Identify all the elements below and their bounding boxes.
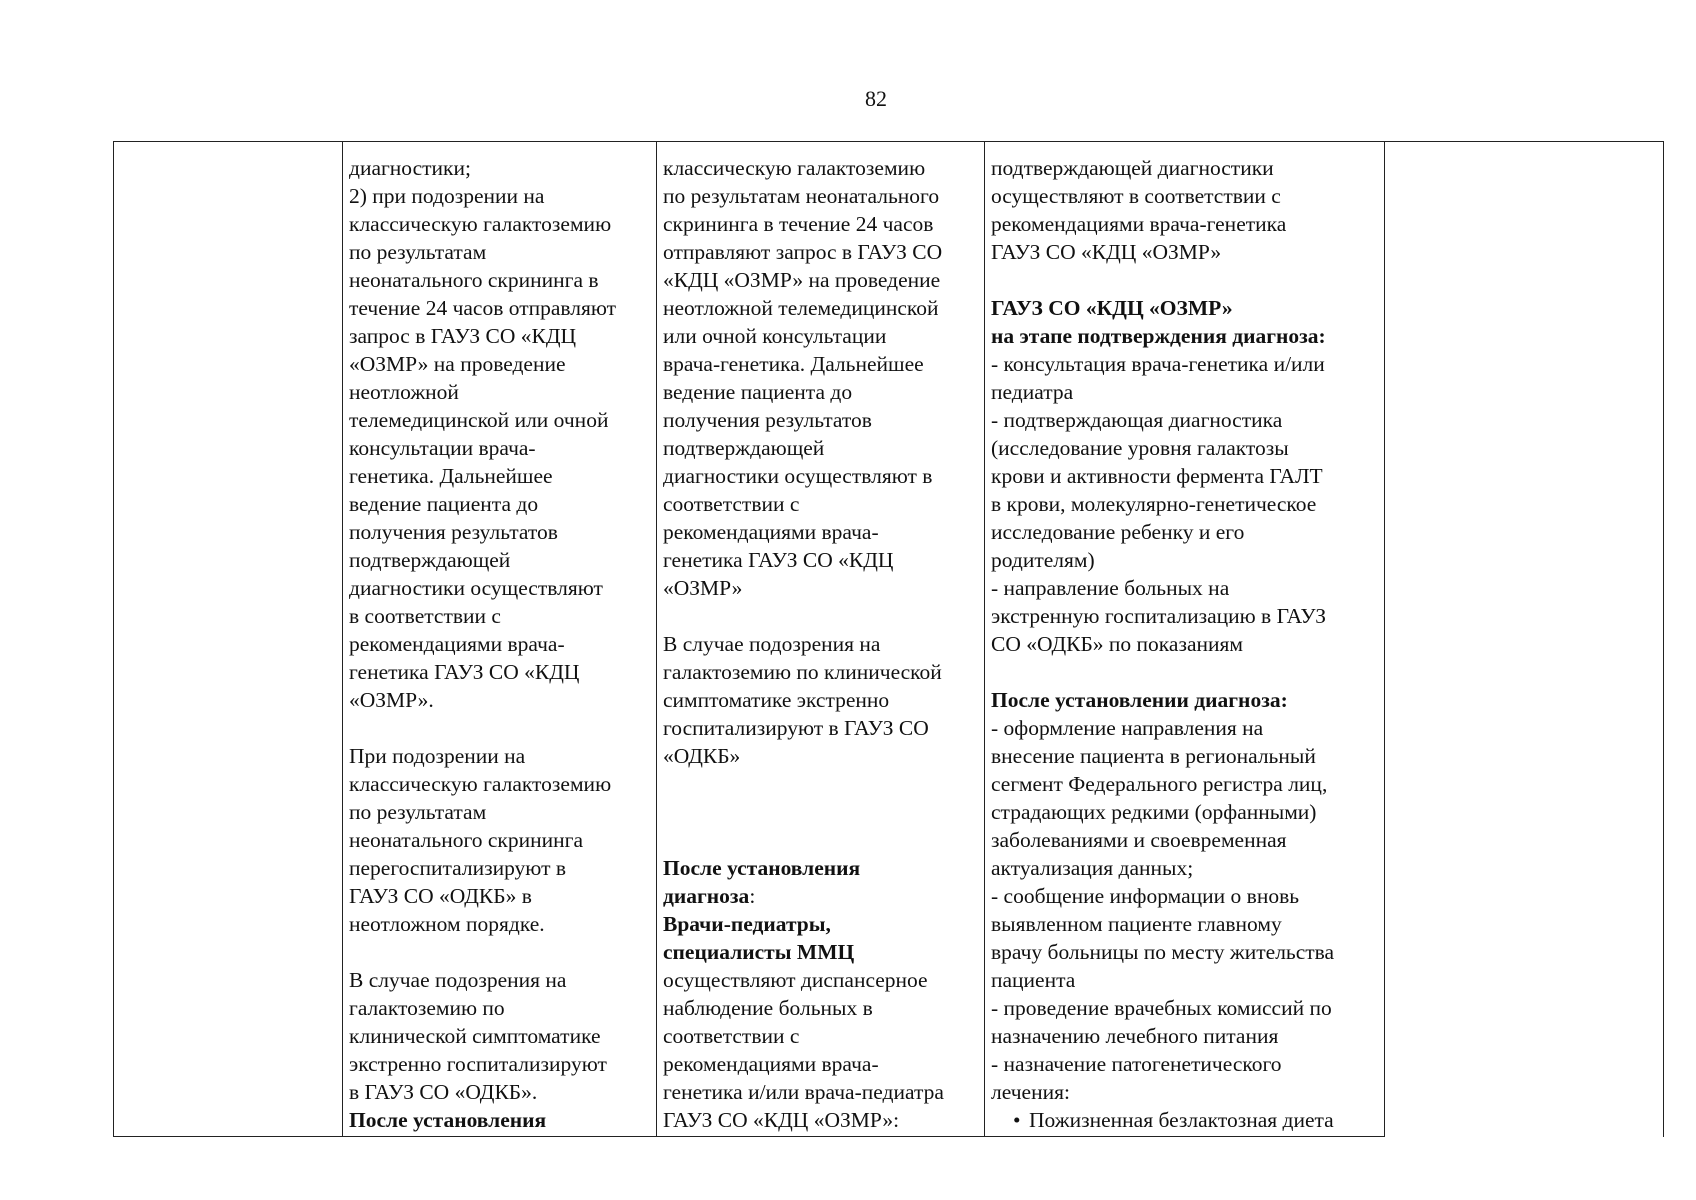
text-line xyxy=(991,854,1378,882)
line-text: - проведение врачебных комиссий по xyxy=(991,996,1332,1020)
line-text: скрининга в течение 24 часов xyxy=(663,212,934,236)
text-line xyxy=(663,182,978,210)
table-cell-col3 xyxy=(657,142,985,1137)
bold-text-line xyxy=(991,686,1378,714)
line-text: диагностики осуществляют xyxy=(349,576,603,600)
line-text: заболеваниями и своевременная xyxy=(991,828,1287,852)
blank-line xyxy=(663,602,978,630)
line-text: «ОЗМР» xyxy=(663,576,743,600)
line-text: неотложной xyxy=(349,380,459,404)
line-text: пациента xyxy=(991,968,1076,992)
blank-line xyxy=(663,798,978,826)
line-text: запрос в ГАУЗ СО «КДЦ xyxy=(349,324,577,348)
text-line xyxy=(663,518,978,546)
text-line xyxy=(349,490,650,518)
line-text: в ГАУЗ СО «ОДКБ». xyxy=(349,1080,538,1104)
bold-text-line xyxy=(663,854,978,882)
text-line xyxy=(991,154,1378,182)
line-text: подтверждающей xyxy=(663,436,825,460)
text-line xyxy=(663,434,978,462)
line-text: После установлении диагноза: xyxy=(991,688,1288,712)
text-line xyxy=(991,770,1378,798)
line-text: галактоземию по xyxy=(349,996,505,1020)
text-line xyxy=(663,210,978,238)
text-line xyxy=(991,826,1378,854)
line-text: - сообщение информации о вновь xyxy=(991,884,1300,908)
line-text: - назначение патогенетического xyxy=(991,1052,1282,1076)
text-line xyxy=(991,518,1378,546)
text-line xyxy=(349,742,650,770)
table-cell-col5 xyxy=(1385,142,1664,1137)
text-line xyxy=(349,910,650,938)
line-text: классическую галактоземию xyxy=(349,772,612,796)
line-text: актуализация данных; xyxy=(991,856,1194,880)
line-text: назначению лечебного питания xyxy=(991,1024,1279,1048)
line-text: экстренную госпитализацию в ГАУЗ xyxy=(991,604,1327,628)
line-text: соответствии с xyxy=(663,492,800,516)
line-text: специалисты ММЦ xyxy=(663,940,855,964)
text-line xyxy=(349,518,650,546)
line-suffix: : xyxy=(749,884,756,908)
text-line xyxy=(663,714,978,742)
text-line xyxy=(349,1022,650,1050)
line-text: ведение пациента до xyxy=(349,492,539,516)
line-text: СО «ОДКБ» по показаниям xyxy=(991,632,1244,656)
text-line xyxy=(663,742,978,770)
text-line xyxy=(991,406,1378,434)
line-text: классическую галактоземию xyxy=(349,212,612,236)
text-line xyxy=(349,182,650,210)
blank-line xyxy=(991,658,1378,686)
table-cell-col1 xyxy=(114,142,343,1137)
line-text: сегмент Федерального регистра лиц, xyxy=(991,772,1328,796)
text-line xyxy=(663,966,978,994)
line-text: ГАУЗ СО «ОДКБ» в xyxy=(349,884,532,908)
line-text: генетика ГАУЗ СО «КДЦ xyxy=(349,660,580,684)
table-cell-col4 xyxy=(985,142,1385,1137)
line-text: родителям) xyxy=(991,548,1095,572)
line-text: подтверждающей диагностики xyxy=(991,156,1274,180)
text-line xyxy=(991,210,1378,238)
text-line xyxy=(663,294,978,322)
text-line xyxy=(991,630,1378,658)
line-text: «ОЗМР» на проведение xyxy=(349,352,566,376)
text-line xyxy=(349,210,650,238)
line-text: - консультация врача-генетика и/или xyxy=(991,352,1325,376)
line-text: рекомендациями врача- xyxy=(663,1052,879,1076)
line-text: неотложном порядке. xyxy=(349,912,545,936)
text-line xyxy=(349,294,650,322)
text-line xyxy=(991,378,1378,406)
text-line xyxy=(349,686,650,714)
line-text: телемедицинской или очной xyxy=(349,408,609,432)
text-line xyxy=(349,378,650,406)
line-text: исследование ребенку и его xyxy=(991,520,1245,544)
line-text: по результатам xyxy=(349,240,487,264)
line-text: по результатам xyxy=(349,800,487,824)
text-line xyxy=(349,1050,650,1078)
line-text: рекомендациями врача- xyxy=(349,632,565,656)
line-text: неонатального скрининга в xyxy=(349,268,599,292)
text-line xyxy=(663,1050,978,1078)
text-line xyxy=(349,322,650,350)
line-text: ГАУЗ СО «КДЦ «ОЗМР»: xyxy=(663,1108,900,1132)
line-text: врача-генетика. Дальнейшее xyxy=(663,352,924,376)
text-line xyxy=(991,602,1378,630)
text-line xyxy=(991,910,1378,938)
text-line xyxy=(991,574,1378,602)
text-line xyxy=(349,994,650,1022)
text-line xyxy=(991,546,1378,574)
line-text: После установления xyxy=(663,856,861,880)
line-text: ГАУЗ СО «КДЦ «ОЗМР» xyxy=(991,240,1222,264)
line-text: симптоматике экстренно xyxy=(663,688,890,712)
table-cell-col2 xyxy=(343,142,657,1137)
text-line xyxy=(349,602,650,630)
bold-text-line xyxy=(349,1106,650,1134)
text-line xyxy=(349,238,650,266)
line-text: осуществляют диспансерное xyxy=(663,968,928,992)
line-text: В случае подозрения на xyxy=(663,632,881,656)
line-text: перегоспитализируют в xyxy=(349,856,567,880)
blank-line xyxy=(349,938,650,966)
line-text: подтверждающей xyxy=(349,548,511,572)
line-text: врачу больницы по месту жительства xyxy=(991,940,1335,964)
text-line xyxy=(349,798,650,826)
text-line xyxy=(991,938,1378,966)
document-table xyxy=(113,141,1664,1137)
text-line xyxy=(349,406,650,434)
line-text: внесение пациента в региональный xyxy=(991,744,1316,768)
line-text: клинической симптоматике xyxy=(349,1024,601,1048)
list-item-text: Пожизненная безлактозная диета xyxy=(1029,1108,1334,1132)
text-line xyxy=(663,462,978,490)
text-line xyxy=(349,966,650,994)
line-text: «КДЦ «ОЗМР» на проведение xyxy=(663,268,941,292)
text-line xyxy=(663,378,978,406)
text-line xyxy=(349,658,650,686)
text-line xyxy=(349,154,650,182)
line-text: «ОЗМР». xyxy=(349,688,434,712)
text-line xyxy=(991,350,1378,378)
line-text: После установления xyxy=(349,1108,547,1132)
blank-line xyxy=(663,826,978,854)
bold-text-line xyxy=(991,322,1378,350)
text-line xyxy=(663,1022,978,1050)
text-line xyxy=(663,994,978,1022)
line-text: - подтверждающая диагностика xyxy=(991,408,1283,432)
bold-text-line xyxy=(663,938,978,966)
line-text: получения результатов xyxy=(349,520,558,544)
text-line xyxy=(663,266,978,294)
text-line xyxy=(349,574,650,602)
line-text: экстренно госпитализируют xyxy=(349,1052,607,1076)
line-text: наблюдение больных в xyxy=(663,996,873,1020)
line-text: соответствии с xyxy=(663,1024,800,1048)
text-line xyxy=(349,630,650,658)
text-line xyxy=(991,462,1378,490)
line-text: генетика ГАУЗ СО «КДЦ xyxy=(663,548,894,572)
line-text: классическую галактоземию xyxy=(663,156,926,180)
text-line xyxy=(663,406,978,434)
text-line xyxy=(349,434,650,462)
line-text: «ОДКБ» xyxy=(663,744,741,768)
text-line xyxy=(349,854,650,882)
text-line xyxy=(663,350,978,378)
text-line xyxy=(663,154,978,182)
line-text: педиатра xyxy=(991,380,1074,404)
line-text: ГАУЗ СО «КДЦ «ОЗМР» xyxy=(991,296,1233,320)
text-line xyxy=(991,434,1378,462)
text-line xyxy=(991,1050,1378,1078)
bold-text-line xyxy=(663,882,978,910)
text-line xyxy=(991,714,1378,742)
text-line xyxy=(663,658,978,686)
text-line xyxy=(663,574,978,602)
line-text: генетика и/или врача-педиатра xyxy=(663,1080,944,1104)
text-line xyxy=(663,238,978,266)
line-text: В случае подозрения на xyxy=(349,968,567,992)
line-text: осуществляют в соответствии с xyxy=(991,184,1281,208)
text-line xyxy=(349,266,650,294)
text-line xyxy=(349,1078,650,1106)
line-text: получения результатов xyxy=(663,408,872,432)
line-text: в крови, молекулярно-генетическое xyxy=(991,492,1317,516)
line-text: консультации врача- xyxy=(349,436,536,460)
text-line xyxy=(663,546,978,574)
page-number: 82 xyxy=(865,86,887,111)
text-line xyxy=(663,322,978,350)
blank-line xyxy=(349,714,650,742)
blank-line xyxy=(991,266,1378,294)
line-text: диагностики; xyxy=(349,156,471,180)
bold-text-line xyxy=(663,910,978,938)
text-line xyxy=(349,882,650,910)
text-line xyxy=(349,826,650,854)
text-line xyxy=(991,1078,1378,1106)
line-text: рекомендациями врача- xyxy=(663,520,879,544)
text-line xyxy=(991,798,1378,826)
bold-text-line xyxy=(991,294,1378,322)
line-text: Врачи-педиатры, xyxy=(663,912,831,936)
line-text: При подозрении на xyxy=(349,744,526,768)
line-text: (исследование уровня галактозы xyxy=(991,436,1289,460)
line-text: неонатального скрининга xyxy=(349,828,584,852)
line-text: - оформление направления на xyxy=(991,716,1264,740)
text-line xyxy=(349,350,650,378)
line-text: - направление больных на xyxy=(991,576,1230,600)
blank-line xyxy=(663,770,978,798)
line-text: лечения: xyxy=(991,1080,1070,1104)
line-text: отправляют запрос в ГАУЗ СО xyxy=(663,240,943,264)
text-line xyxy=(663,1106,978,1134)
text-line xyxy=(663,490,978,518)
text-line xyxy=(991,882,1378,910)
text-line xyxy=(991,994,1378,1022)
line-text: на этапе подтверждения диагноза: xyxy=(991,324,1326,348)
line-text: крови и активности фермента ГАЛТ xyxy=(991,464,1323,488)
line-text: страдающих редкими (орфанными) xyxy=(991,800,1317,824)
line-text: или очной консультации xyxy=(663,324,887,348)
line-text: неотложной телемедицинской xyxy=(663,296,939,320)
line-text: по результатам неонатального xyxy=(663,184,940,208)
line-text: диагноза xyxy=(663,884,750,908)
text-line xyxy=(991,238,1378,266)
line-text: в соответствии с xyxy=(349,604,501,628)
text-line xyxy=(663,686,978,714)
line-text: диагностики осуществляют в xyxy=(663,464,933,488)
list-item xyxy=(991,1106,1378,1134)
text-line xyxy=(663,630,978,658)
bullet-icon: • xyxy=(1013,1108,1021,1132)
text-line xyxy=(991,182,1378,210)
line-text: выявленном пациенте главному xyxy=(991,912,1282,936)
line-text: галактоземию по клинической xyxy=(663,660,942,684)
text-line xyxy=(991,742,1378,770)
line-text: рекомендациями врача-генетика xyxy=(991,212,1287,236)
line-text: генетика. Дальнейшее xyxy=(349,464,553,488)
text-line xyxy=(991,490,1378,518)
text-line xyxy=(991,1022,1378,1050)
text-line xyxy=(349,462,650,490)
line-text: ведение пациента до xyxy=(663,380,853,404)
line-text: госпитализируют в ГАУЗ СО xyxy=(663,716,929,740)
text-line xyxy=(991,966,1378,994)
line-text: течение 24 часов отправляют xyxy=(349,296,617,320)
line-text: 2) при подозрении на xyxy=(349,184,545,208)
text-line xyxy=(349,546,650,574)
text-line xyxy=(349,770,650,798)
text-line xyxy=(663,1078,978,1106)
